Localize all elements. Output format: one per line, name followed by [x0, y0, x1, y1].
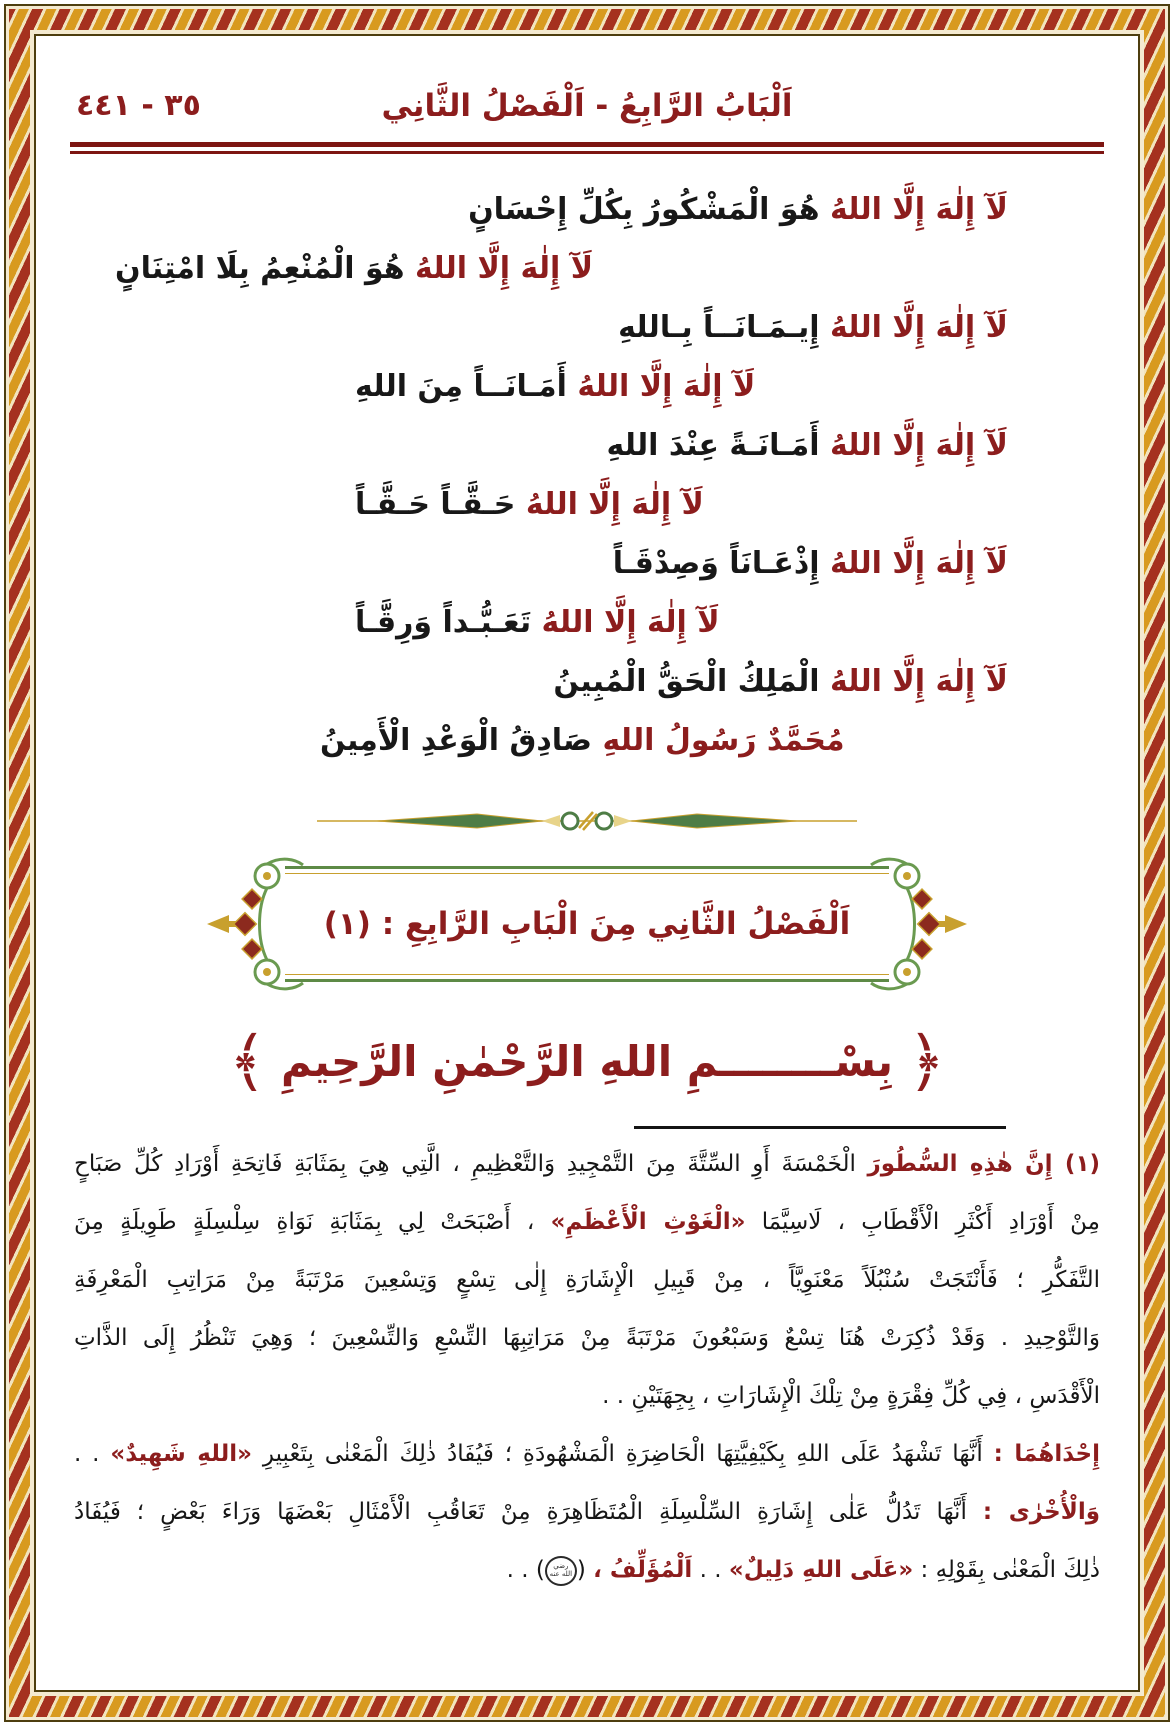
litany-black-part: إِيـمَـانَــاً بِـاللهِ	[618, 310, 820, 345]
chapter-frame-wrap	[70, 866, 1104, 982]
section-title: اَلْفَصْلُ الثَّانِي مِنَ الْبَابِ الرَّابِعِ : (١)	[323, 906, 851, 942]
footnote-line	[74, 1135, 1100, 1193]
tahlil-red-part: لَآ إِلٰهَ إِلَّا اللهُ	[525, 487, 704, 522]
footnote-highlight: «اللهِ شَهِيدٌ»	[110, 1441, 252, 1467]
shahada-red-part: مُحَمَّدٌ رَسُولُ اللهِ	[602, 723, 845, 758]
footnote-segment: وَالتَّوْحِيدِ . وَقَدْ ذُكِرَتْ هُنَا تِسْعٌ وَسَبْعُونَ مَرْتَبَةً مِنْ مَرَاتِبِهَا التِّسْعِ وَالتِّسْعِينَ ؛ وَهِيَ تَنْظُرُ إِلَى الذَّاتِ	[74, 1325, 1100, 1351]
frame-corner-ornament-icon	[205, 850, 309, 998]
footnote-line	[74, 1483, 1100, 1541]
litany-line	[70, 711, 1104, 770]
footnote-segment: . .	[692, 1557, 729, 1583]
footnote-marker: (١) إِنَّ هٰذِهِ السُّطُورَ	[867, 1151, 1100, 1177]
litany-line	[70, 357, 1104, 416]
footnote-segment: التَّفَكُّرِ ؛ فَأَنْتَجَتْ سُنْبُلَاً مَعْنَوِيَّاً ، مِنْ قَبِيلِ الْإِشَارَةِ إِلٰى تِسْعٍ وَتِسْعِينَ مَرْتَبَةً مِنْ مَرَاتِبِ الْمَعْرِفَةِ	[74, 1267, 1100, 1293]
litany-black-part: تَعَـبُّـداً وَرِقَّـاً	[355, 605, 532, 640]
tahlil-red-part: لَآ إِلٰهَ إِلَّا اللهُ	[829, 546, 1008, 581]
footnote-highlight: وَالْأُخْرٰى :	[982, 1499, 1100, 1525]
footnote-line	[74, 1309, 1100, 1367]
tahlil-red-part: لَآ إِلٰهَ إِلَّا اللهُ	[829, 428, 1008, 463]
footnote-segment: ، أَصْبَحَتْ لِي بِمَثَابَةِ نَوَاةِ سِلْسِلَةٍ طَوِيلَةٍ مِنَ	[74, 1209, 551, 1235]
tahlil-red-part: لَآ إِلٰهَ إِلَّا اللهُ	[829, 310, 1008, 345]
tahlil-red-part: لَآ إِلٰهَ إِلَّا اللهُ	[541, 605, 720, 640]
litany-black-part: هُوَ الْمَشْكُورُ بِكُلِّ إِحْسَانٍ	[468, 192, 820, 227]
footnote-text	[70, 1135, 1104, 1599]
footnote-segment: الْأَقْدَسِ ، فِي كُلِّ فِقْرَةٍ مِنْ تِلْكَ الْإِشَارَاتِ ، بِجِهَتَيْنِ . .	[602, 1383, 1100, 1409]
footnote-segment: . .	[74, 1441, 111, 1467]
tahlil-red-part: لَآ إِلٰهَ إِلَّا اللهُ	[829, 192, 1008, 227]
litany-black-part: أَمَـانَـةً عِنْدَ اللهِ	[606, 428, 820, 463]
litany-line	[70, 593, 1104, 652]
footnote-segment: مِنْ أَوْرَادِ أَكْثَرِ الْأَقْطَابِ ، لَاسِيَّمَا	[745, 1209, 1101, 1235]
litany-black-part: صَادِقُ الْوَعْدِ الْأَمِينُ	[320, 723, 592, 758]
litany-black-part: هُوَ الْمُنْعِمُ بِلَا امْتِنَانٍ	[115, 251, 405, 286]
tahlil-red-part: لَآ إِلٰهَ إِلَّا اللهُ	[829, 664, 1008, 699]
footnote-segment: أَنَّهَا تَشْهَدُ عَلَى اللهِ بِكَيْفِيَّتِهَا الْحَاضِرَةِ الْمَشْهُودَةِ ؛ فَيُفَادُ ذٰلِكَ الْمَعْنٰى بِتَعْبِيرِ	[252, 1441, 994, 1467]
footnote-segment: أَنَّهَا تَدُلُّ عَلٰى إِشَارَةِ السِّلْسِلَةِ الْمُتَظَاهِرَةِ مِنْ تَعَاقُبِ الْأَمْثَالِ بَعْضَهَا وَرَاءَ بَعْضٍ ؛ فَيُفَادُ	[74, 1499, 983, 1525]
footnote-line	[74, 1251, 1100, 1309]
footnote-line	[74, 1193, 1100, 1251]
divider-ornament	[70, 802, 1104, 844]
footnote-highlight: «الْغَوْثِ الْأَعْظَمِ»	[550, 1209, 746, 1235]
litany-black-part: حَـقَّـاً حَـقَّـاً	[355, 487, 516, 522]
page-header	[70, 80, 1104, 132]
footnote-line	[74, 1367, 1100, 1425]
chapter-frame	[267, 866, 907, 982]
footnote-line	[74, 1541, 1100, 1599]
litany-line	[70, 416, 1104, 475]
header-double-rule	[70, 142, 1104, 154]
page-content	[34, 34, 1140, 1692]
litany-black-part: الْمَلِكُ الْحَقُّ الْمُبِينُ	[553, 664, 820, 699]
litany-line	[70, 475, 1104, 534]
litany-black-part: إِذْعَـانَاً وَصِدْقَـاً	[612, 546, 820, 581]
page-number: ٣٥ - ٤٤١	[76, 88, 201, 123]
chapter-header-title: اَلْبَابُ الرَّابِعُ - اَلْفَصْلُ الثَّانِي	[381, 88, 793, 124]
litany-line	[70, 180, 1104, 239]
footnote-block	[70, 1126, 1104, 1599]
footnote-segment: ذٰلِكَ الْمَعْنٰى بِقَوْلِهِ :	[913, 1557, 1100, 1583]
footnote-segment: ) . .	[506, 1557, 545, 1583]
flourish-divider-icon	[317, 802, 857, 840]
footnote-segment: (	[576, 1557, 594, 1583]
litany-black-part: أَمَـانَــاً مِنَ اللهِ	[355, 369, 567, 404]
radi-allah-seal-icon: رضي الله عنه	[545, 1556, 577, 1586]
basmala-text: بِسْــــــــمِ اللهِ الرَّحْمٰنِ الرَّحِيمِ	[280, 1037, 894, 1086]
footnote-line	[74, 1425, 1100, 1483]
footnote-separator	[634, 1126, 1006, 1129]
ornate-bracket-close-icon: ﴾	[228, 1023, 267, 1100]
litany-line	[70, 239, 1104, 298]
tahlil-red-part: لَآ إِلٰهَ إِلَّا اللهُ	[415, 251, 594, 286]
footnote-segment: الْخَمْسَةَ أَوِ السِّتَّةَ مِنَ التَّمْجِيدِ وَالتَّعْظِيمِ ، الَّتِي هِيَ بِمَثَابَةِ فَاتِحَةِ أَوْرَادِ كُلِّ صَبَاحٍ	[74, 1151, 868, 1177]
tahlil-red-part: لَآ إِلٰهَ إِلَّا اللهُ	[577, 369, 756, 404]
footnote-highlight: إِحْدَاهُمَا :	[993, 1441, 1100, 1467]
footnote-highlight: «عَلَى اللهِ دَلِيلٌ»	[728, 1557, 914, 1583]
litany-line	[70, 298, 1104, 357]
basmala-calligraphy	[70, 1012, 1104, 1112]
litany-line	[70, 652, 1104, 711]
ornate-bracket-open-icon: ﴿	[907, 1023, 946, 1100]
litany-block	[70, 180, 1104, 770]
litany-line	[70, 534, 1104, 593]
frame-corner-ornament-icon	[865, 850, 969, 998]
author-signature: اَلْمُؤَلِّفُ ،	[593, 1557, 693, 1583]
